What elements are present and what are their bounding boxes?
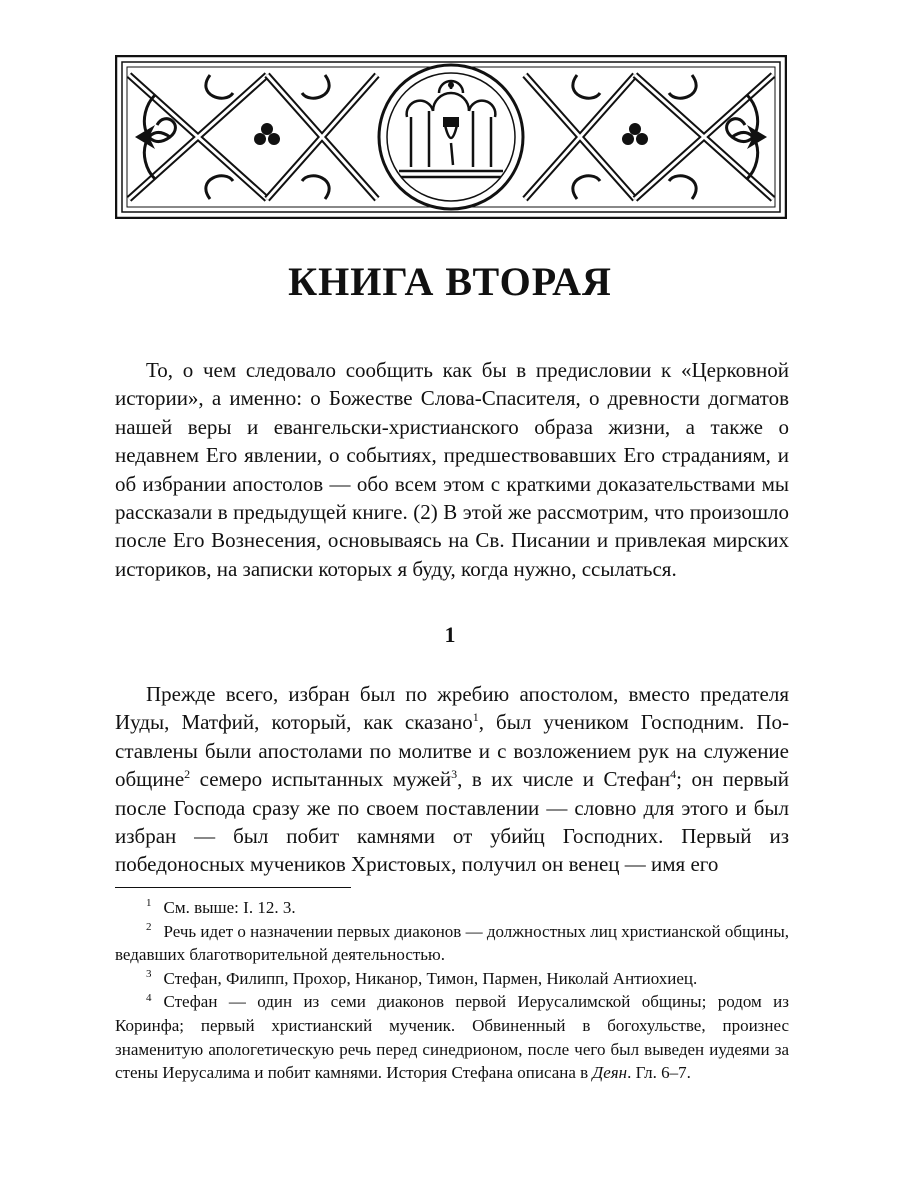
footnotes: [115, 896, 789, 1085]
footnote: [115, 920, 789, 967]
footnote-text: См. выше: I. 12. 3.: [163, 898, 296, 917]
footnote-ref[interactable]: 3: [451, 767, 458, 782]
headpiece-ornament: [115, 55, 787, 219]
footnote: [115, 967, 789, 991]
para-text: , был учеником Господним. Поставлены были апостолами по молитве и с возложением рук на служение общине: [115, 710, 790, 792]
intro-text-before: То, о чем следовало сообщить как бы в предисловии к «Церковной истории», а именно: о Божестве Слова-Спасителя, о древности догматов нашей веры и евангельски-христианского образа жизни, а также о недавнем Его явлении, о событиях, предшествовавших Его страданиям, и об избрании апостолов — обо всем этом с краткими доказательствами мы рассказали в предыдущей книге.: [115, 358, 789, 525]
footnote-ref[interactable]: 4: [670, 767, 677, 782]
chapter-paragraph: [115, 680, 789, 879]
intro-paragraph: [115, 356, 789, 583]
para-text: Прежде всего, избран был по жребию апостолом, вместо предателя Иуды, Матфий, который, как сказано: [115, 682, 789, 735]
footnote: [115, 990, 789, 1084]
chapter-number: 1: [444, 622, 456, 647]
footnote-mark: 2: [146, 920, 152, 933]
footnote-ref[interactable]: 1: [472, 710, 479, 725]
footnote: [115, 896, 789, 920]
para-text: ; он первый после Господа сразу же по своем поставлении — словно для этого и был избран — был побит камнями от убийц Господних. Первый из победоносных мучеников Христовых, получил он венец — имя его: [115, 767, 789, 877]
para-text: семеро испытанных мужей: [190, 767, 452, 792]
footnote-text: . Гл. 6–7.: [627, 1063, 691, 1083]
intro-text-after: В этой же рассмотрим, что произошло после Его Вознесения, основываясь на Св. Писании и привлекая мирских историков, на записки которых я буду, когда нужно, ссылаться.: [115, 500, 789, 581]
section-mark: (2): [413, 500, 438, 525]
book-title: КНИГА ВТОРАЯ: [288, 259, 612, 304]
footnote-text: Речь идет о назначении первых диаконов — должностных лиц христианской общины, ведавших благотворительной деятельностью.: [115, 921, 789, 965]
footnote-text: Стефан — один из семи диаконов первой Иерусалимской общины; родом из Коринфа; первый христианский мученик. Обвиненный в богохульстве, произнес знаменитую апологетическую речь перед синедрионом, после чего был выведен иудеями за стены Иерусалима и побит камнями. История Стефана описана в: [115, 992, 789, 1083]
para-text: , в их числе и Стефан: [457, 767, 671, 792]
footnote-mark: 1: [146, 897, 152, 910]
footnote-text: Стефан, Филипп, Прохор, Никанор, Тимон, Пармен, Николай Антиохиец.: [163, 968, 698, 988]
footnote-divider: [115, 887, 351, 888]
footnote-ref[interactable]: 2: [184, 767, 191, 782]
footnote-mark: 4: [146, 991, 152, 1004]
footnote-mark: 3: [146, 968, 152, 981]
footnote-italic-ref: Деян: [592, 1063, 628, 1083]
